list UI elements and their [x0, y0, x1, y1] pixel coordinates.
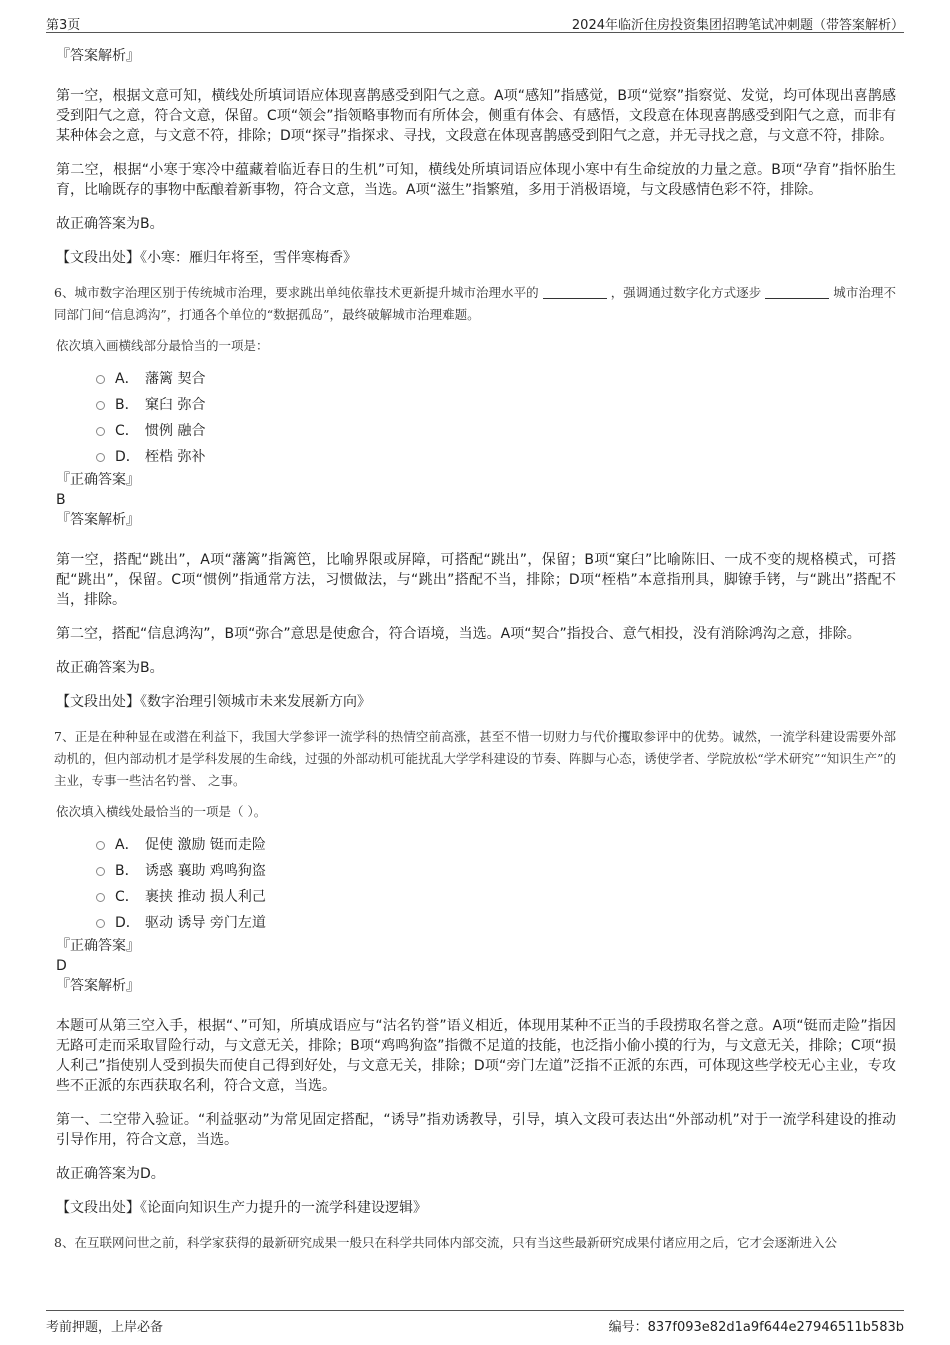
radio-icon[interactable] [96, 427, 105, 436]
radio-icon[interactable] [96, 867, 105, 876]
radio-icon[interactable] [96, 453, 105, 462]
question-prompt: 依次填入横线处最恰当的一项是（ ）。 [56, 804, 267, 819]
source-title: 《小寒：雁归年将至，雪伴寒梅香》 [140, 250, 357, 266]
option-a[interactable] [96, 366, 896, 392]
radio-icon[interactable] [96, 375, 105, 384]
analysis-paragraph: 本题可从第三空入手，根据“、”可知，所填成语应与“沽名钓誉”语义相近，体现用某种不正当的手段捞取名誉之意。A项“铤而走险”指因无路可走而采取冒险行动，与文意无关，排除；B项“鸡鸣狗盗”指微不足道的技能，也泛指小偷小摸的行为，与文意无关，排除；C项“损人利己”指使别人受到损失而使自己得到好处，与文意无关，排除；D项“旁门左道”泛指不正派的东西，可体现这些学校无心主业，专攻些不正派的东西获取名利，符合文意，当选。 [56, 1018, 896, 1094]
source-title: 《数字治理引领城市未来发展新方向》 [140, 694, 371, 710]
source-label: 【文段出处】 [56, 250, 140, 266]
question-prompt: 依次填入画横线部分最恰当的一项是： [56, 338, 269, 353]
question-text-part: 6、城市数字治理区别于传统城市治理，要求跳出单纯依靠技术更新提升城市治理水平的 [54, 285, 539, 300]
correct-answer: B [56, 492, 66, 508]
option-text: 裹挟 推动 损人利己 [145, 889, 266, 905]
question-text-part: 城市治理不同部门间“信息鸿沟”，打通各个单位的“数据孤岛”，最终破解城市治理难题。 [54, 285, 896, 322]
option-text: 藩篱 契合 [145, 371, 206, 387]
option-key: A． [115, 837, 139, 853]
option-b[interactable] [96, 392, 896, 418]
source-line [56, 692, 896, 712]
question-text [54, 282, 896, 326]
option-c[interactable] [96, 418, 896, 444]
radio-icon[interactable] [96, 841, 105, 850]
source-title: 《论面向知识生产力提升的一流学科建设逻辑》 [140, 1200, 427, 1216]
option-text: 促使 激励 铤而走险 [145, 837, 266, 853]
radio-icon[interactable] [96, 919, 105, 928]
option-text: 驱动 诱导 旁门左道 [145, 915, 266, 931]
analysis-label: 『答案解析』 [56, 512, 140, 528]
question-text: 8、在互联网问世之前，科学家获得的最新研究成果一般只在科学共同体内部交流，只有当这些最新研究成果付诸应用之后，它才会逐渐进入公 [54, 1235, 837, 1250]
option-key: C． [115, 889, 139, 905]
option-text: 桎梏 弥补 [145, 449, 206, 465]
analysis-paragraph: 第二空，搭配“信息鸿沟”，B项“弥合”意思是使愈合，符合语境，当选。A项“契合”指投合、意气相投，没有消除鸿沟之意，排除。 [56, 626, 861, 642]
answer-blank [543, 284, 607, 299]
option-key: A． [115, 371, 139, 387]
source-line [56, 248, 896, 268]
code-value: 837f093e82d1a9f644e27946511b583b [647, 1320, 904, 1335]
option-c[interactable] [96, 884, 896, 910]
analysis-paragraph: 第一、二空带入验证。“利益驱动”为常见固定搭配，“诱导”指劝诱教导，引导，填入文段可表达出“外部动机”对于一流学科建设的推动引导作用，符合文意，当选。 [56, 1112, 896, 1148]
question-text: 7、正是在种种显在或潜在利益下，我国大学参评一流学科的热情空前高涨，甚至不惜一切财力与代价攫取参评中的优势。诚然，一流学科建设需要外部动机的，但内部动机才是学科发展的生命线，过强的外部动机可能扰乱大学学科建设的节奏、阵脚与心态，诱使学者、学院放松“学术研究”“知识生产”的主业，专事一些沽名钓誉、 之事。 [54, 729, 896, 788]
footer-slogan: 考前押题，上岸必备 [46, 1320, 164, 1335]
option-d[interactable] [96, 910, 896, 936]
option-list [56, 832, 896, 936]
conclusion: 故正确答案为B。 [56, 216, 164, 232]
document-body [56, 46, 896, 1254]
correct-answer-label: 『正确答案』 [56, 472, 140, 488]
option-key: B． [115, 397, 139, 413]
document-code [609, 1316, 904, 1335]
source-label: 【文段出处】 [56, 694, 140, 710]
source-label: 【文段出处】 [56, 1200, 140, 1216]
correct-answer-label: 『正确答案』 [56, 938, 140, 954]
option-text: 诱惑 襄助 鸡鸣狗盗 [145, 863, 266, 879]
page-number: 第3页 [46, 18, 81, 33]
question-text-part: ，强调通过数字化方式逐步 [610, 285, 762, 300]
correct-answer: D [56, 958, 67, 974]
option-text: 惯例 融合 [145, 423, 206, 439]
radio-icon[interactable] [96, 893, 105, 902]
conclusion: 故正确答案为B。 [56, 660, 164, 676]
option-text: 窠臼 弥合 [145, 397, 206, 413]
analysis-paragraph: 第一空，根据文意可知，横线处所填词语应体现喜鹊感受到阳气之意。A项“感知”指感觉，B项“觉察”指察觉、发觉，均可体现出喜鹊感受到阳气之意，符合文意，保留。C项“领会”指领略事物而有所体会，侧重有体会、有感悟，文段意在体现喜鹊感受到阳气之意，而非有某种体会之意，与文意不符，排除；D项“探寻”指探求、寻找，文段意在体现喜鹊感受到阳气之意，并无寻找之意，与文意不符，排除。 [56, 88, 896, 144]
analysis-label: 『答案解析』 [56, 48, 140, 64]
document-title: 2024年临沂住房投资集团招聘笔试冲刺题（带答案解析） [571, 18, 904, 33]
analysis-paragraph: 第一空，搭配“跳出”，A项“藩篱”指篱笆，比喻界限或屏障，可搭配“跳出”，保留；B项“窠臼”比喻陈旧、一成不变的规格模式，可搭配“跳出”，保留。C项“惯例”指通常方法，习惯做法，与“跳出”搭配不当，排除；D项“桎梏”本意指刑具，脚镣手铐，与“跳出”搭配不当，排除。 [56, 552, 896, 608]
page-footer [46, 1310, 904, 1337]
radio-icon[interactable] [96, 401, 105, 410]
option-list [56, 366, 896, 470]
option-a[interactable] [96, 832, 896, 858]
option-key: D． [115, 449, 140, 465]
analysis-paragraph: 第二空，根据“小寒于寒冷中蕴藏着临近春日的生机”可知，横线处所填词语应体现小寒中有生命绽放的力量之意。B项“孕育”指怀胎生育，比喻既存的事物中酝酿着新事物，符合文意，当选。A项“滋生”指繁殖，多用于消极语境，与文段感情色彩不符，排除。 [56, 162, 896, 198]
option-key: B． [115, 863, 139, 879]
answer-blank [765, 284, 829, 299]
page-header [46, 10, 904, 33]
conclusion: 故正确答案为D。 [56, 1166, 165, 1182]
option-key: C． [115, 423, 139, 439]
option-b[interactable] [96, 858, 896, 884]
analysis-label: 『答案解析』 [56, 978, 140, 994]
option-d[interactable] [96, 444, 896, 470]
option-key: D． [115, 915, 140, 931]
code-label: 编号： [608, 1320, 648, 1335]
source-line [56, 1198, 896, 1218]
